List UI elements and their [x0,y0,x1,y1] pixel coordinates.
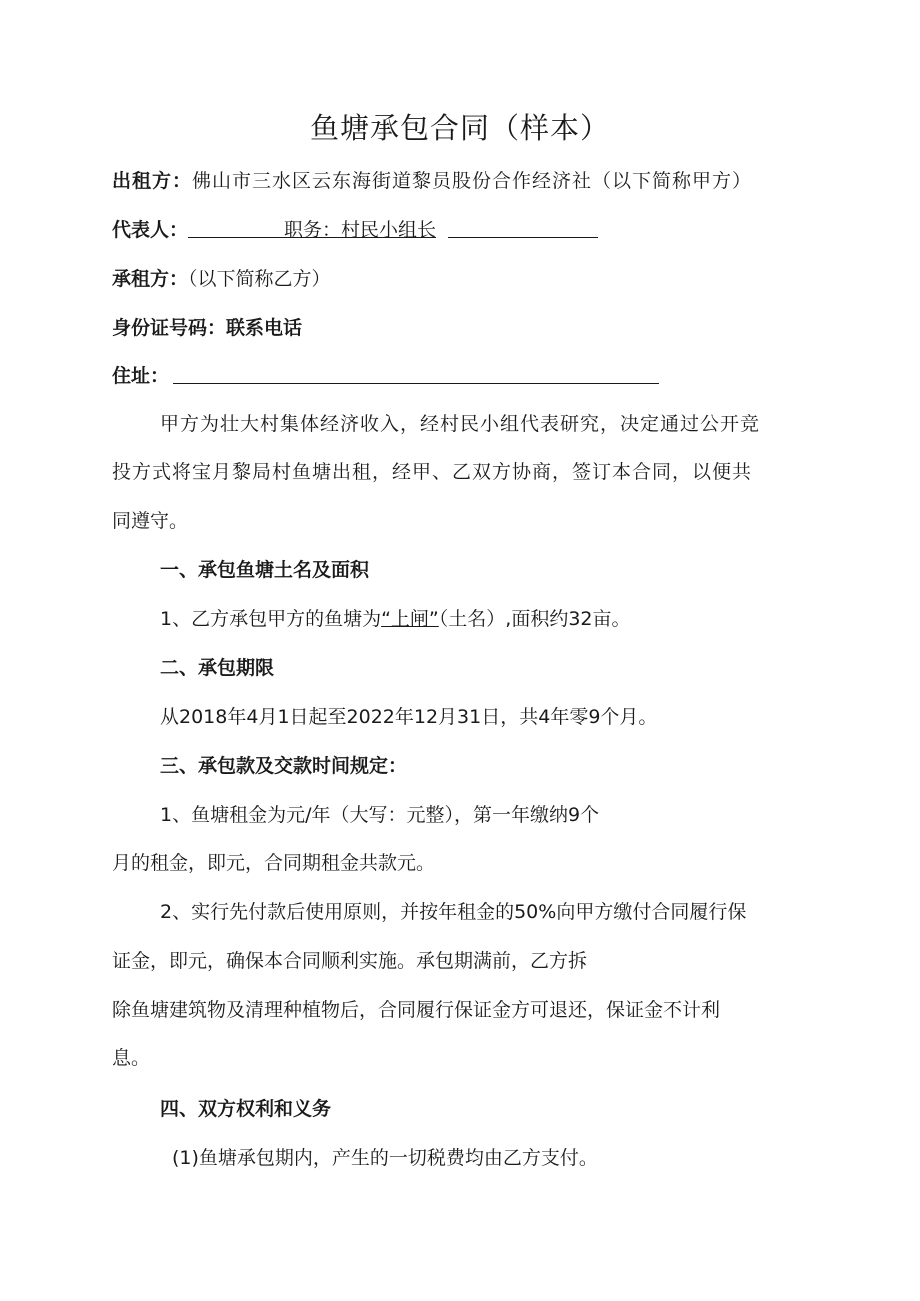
address-blank [173,361,659,384]
lessee-label: 承租方： [112,268,189,290]
address-line [112,361,808,391]
section3-p2-line3: 除鱼塘建筑物及清理种植物后，合同履行保证金方可退还，保证金不计利 [112,999,721,1021]
id-phone-line [112,313,808,343]
section2-text: 从2018年4月1日起至2022年12月31日，共4年零9个月。 [160,706,658,728]
section3-heading: 三、承包款及交款时间规定： [160,755,408,777]
lessor-value: 佛山市三水区云东海街道黎员股份合作经济社（以下简称甲方） [192,170,753,192]
representative-line [112,215,808,245]
section1-item1 [160,604,808,634]
section3-p2-line2: 证金，即元，确保本合同顺利实施。承包期满前，乙方拆 [112,950,588,972]
section3-p1-line2: 月的租金，即元，合同期租金共款元。 [112,852,436,874]
intro-line-1: 甲方为壮大村集体经济收入，经村民小组代表研究，决定通过公开竞 [160,413,761,435]
representative-label: 代表人： [112,219,189,241]
representative-position-blank [448,215,598,238]
address-label: 住址： [112,365,170,387]
section4-heading: 四、双方权利和义务 [160,1098,332,1120]
id-phone-label: 身份证号码：联系电话 [112,317,303,339]
section2-heading: 二、承包期限 [160,657,275,679]
lessor-label: 出租方： [112,170,193,192]
section3-p1-line1: 1、鱼塘租金为元/年（大写：元整），第一年缴纳9个 [160,804,600,826]
section3-p2-line1: 2、实行先付款后使用原则，并按年租金的50%向甲方缴付合同履行保 [160,901,747,923]
intro-line-2: 投方式将宝月黎局村鱼塘出租，经甲、乙双方协商，签订本合同，以便共 [112,461,753,483]
lessee-value: （以下简称乙方） [188,268,331,290]
representative-name-blank [188,215,284,238]
section3-p2-line4: 息。 [112,1047,151,1069]
lessee-line [112,264,808,294]
section1-heading: 一、承包鱼塘土名及面积 [160,559,370,581]
representative-position: 职务：村民小组长 [284,219,437,241]
intro-line-3: 同遵守。 [112,510,189,532]
section4-item1: (1)鱼塘承包期内，产生的一切税费均由乙方支付。 [172,1147,598,1169]
pond-name: “上闸” [381,608,439,630]
section1-item1-suffix: （土名）,面积约32亩。 [438,608,631,630]
section1-item1-prefix: 1、乙方承包甲方的鱼塘为 [160,608,382,630]
lessor-line [112,166,808,196]
document-title: 鱼塘承包合同（样本） [309,111,610,145]
